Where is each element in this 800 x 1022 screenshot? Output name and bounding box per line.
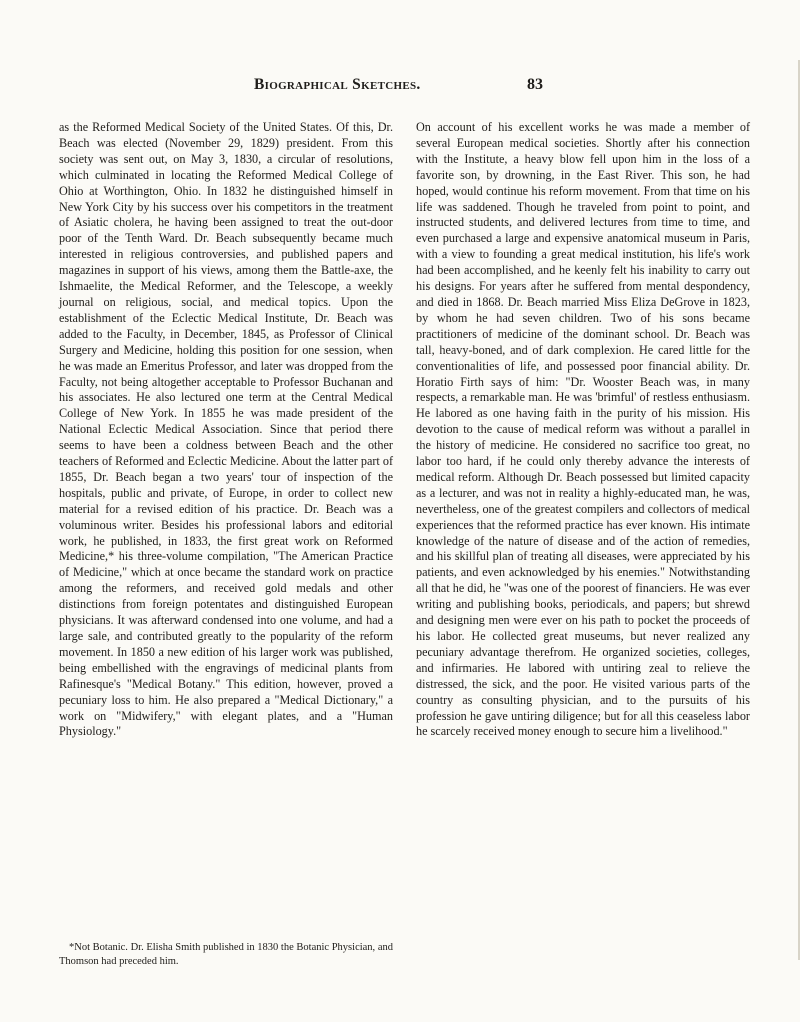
right-column: [416, 120, 750, 740]
right-column-text: On account of his excellent works he was made a member of several European medical societies. Shortly after his connection with the Institute, a heavy blow fell upon him in the loss of a favorite son, by drowning, in the East River. This son, he had hoped, would continue his reform movement. From that time on his life was saddened. Though he traveled from point to point, and instructed students, and delivered lectures from time to time, and even purchased a large and expensive anatomical museum in Paris, with a view to founding a great medical institution, his life's work had been accomplished, and he keenly felt his inability to carry out his designs. For years after he suffered from mental despondency, and died in 1868. Dr. Beach married Miss Eliza DeGrove in 1823, by whom he had seven children. Two of his sons became practitioners of medicine of the dominant school. Dr. Beach was tall, heavy-boned, and of dark complexion. He cared little for the conventionalities of life, and possessed poor financial ability. Dr. Horatio Firth says of him: "Dr. Wooster Beach was, in many respects, a remarkable man. He was 'brimful' of restless enthusiasm. He labored as one having faith in the purity of his mission. His devotion to the cause of medical reform was without a parallel in the history of medicine. He considered no sacrifice too great, no labor too hard, if he could only thereby advance the interests of medical reform. Although Dr. Beach possessed but limited capacity as a lecturer, and was not in reality a highly-educated man, he was, nevertheless, one of the greatest compilers and collectors of medical experiences that the reformed practice has ever known. His intimate knowledge of the nature of disease and of the action of remedies, and his skillful plan of treating all diseases, were appreciated by his patients, and even acknowledged by his enemies." Notwithstanding all that he did, he "was one of the poorest of financiers. He was ever writing and publishing books, periodicals, and papers; but shrewd and designing men were ever on his path to pocket the proceeds of his labor. He collected great museums, but never realized any pecuniary advantage therefrom. He organized societies, colleges, and infirmaries. He labored with untiring zeal to relieve the distressed, the sick, and the poor. He visited various parts of the country as consulting physician, and to the pursuits of his profession he gave untiring diligence; but for all this ceaseless labor he scarcely received money enough to secure him a livelihood.": [416, 120, 750, 739]
footnote-text: *Not Botanic. Dr. Elisha Smith published in 1830 the Botanic Physician, and Thomson had preceded him.: [59, 942, 393, 967]
page-number: 83: [527, 76, 543, 93]
left-column: [59, 120, 393, 740]
page-header: [0, 76, 800, 104]
left-column-text: as the Reformed Medical Society of the United States. Of this, Dr. Beach was elected (November 29, 1829) president. From this society was sent out, on May 3, 1830, a circular of resolutions, which culminated in locating the Reformed Medical College of Ohio at Worthington, Ohio. In 1832 he distinguished himself in New York City by his success over his competitors in the treatment of Asiatic cholera, he having been assigned to treat the out-door poor of the Tenth Ward. Dr. Beach subsequently became much interested in religious controversies, and published papers and magazines in support of his views, among them the Battle-axe, the Ishmaelite, the Medical Reformer, and the Telescope, a weekly journal on religious, social, and medical topics. Upon the establishment of the Eclectic Medical Institute, Dr. Beach was added to the Faculty, in December, 1845, as Professor of Clinical Surgery and Medicine, holding this position for one session, when he was made an Emeritus Professor, and later was dropped from the Faculty, not being altogether acceptable to Professor Buchanan and his associates. He also lectured one term at the Central Medical College of New York. In 1855 he was made president of the National Eclectic Medical Association. Since that period there seems to have been a coldness between Beach and the other teachers of Reformed and Eclectic Medicine. About the latter part of 1855, Dr. Beach began a two years' tour of inspection of the hospitals, public and private, of Europe, in order to collect new material for a revised edition of his practice. Dr. Beach was a voluminous writer. Besides his professional labors and editorial work, he published, in 1833, the first great work on Reformed Medicine,* his three-volume compilation, "The American Practice of Medicine," which at once became the standard work on practice among the reformers, and received gold medals and other distinctions from foreign potentates and distinguished European physicians. It was afterward condensed into one volume, and had a large sale, and contributed greatly to the popularity of the reform movement. In 1850 a new edition of his larger work was published, being embellished with the engravings of medicinal plants from Rafinesque's "Medical Botany." This edition, however, proved a pecuniary loss to him. He also prepared a "Medical Dictionary," a work on "Midwifery," with elegant plates, and a "Human Physiology.": [59, 120, 394, 739]
footnote: [59, 941, 393, 968]
running-head: Biographical Sketches.: [254, 76, 421, 93]
